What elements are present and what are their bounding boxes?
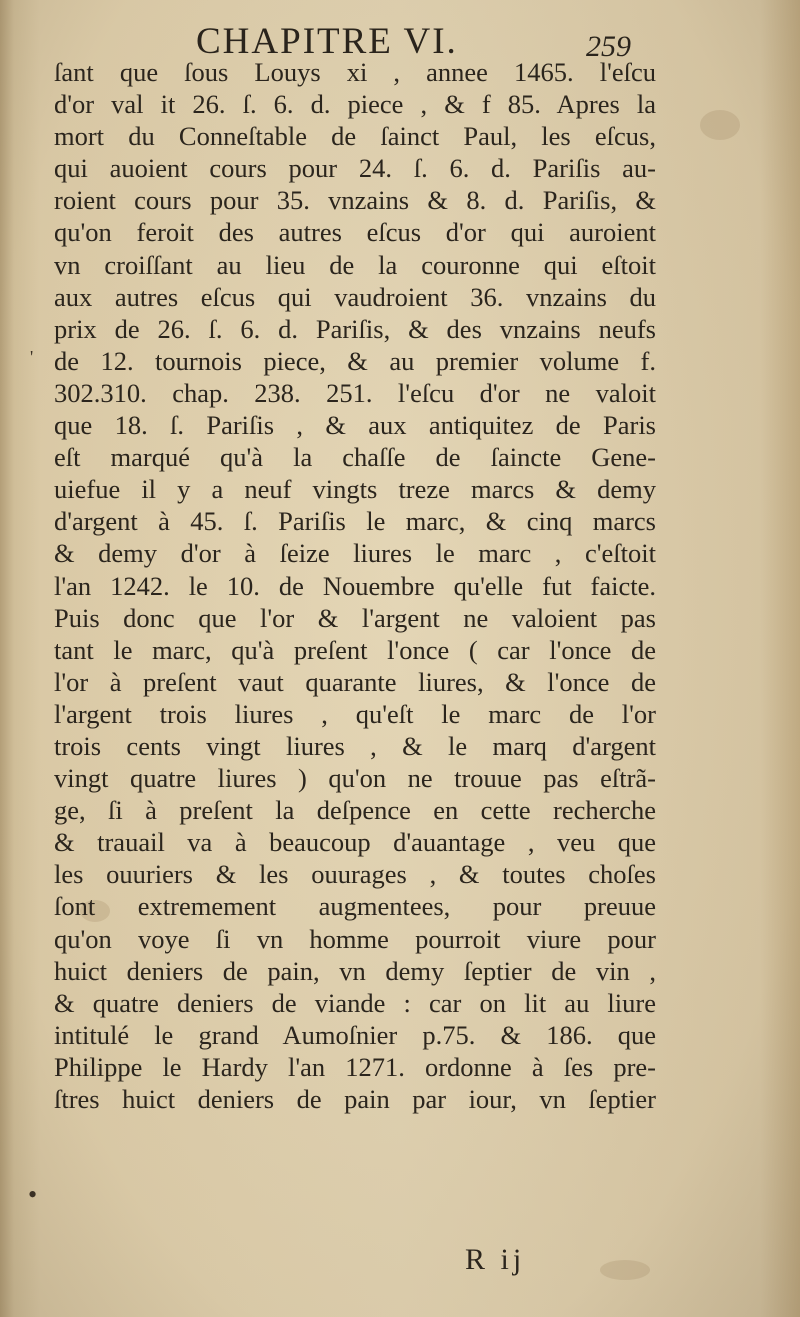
text-line: qui auoient cours pour 24. ſ. 6. d. Pariſis au-	[54, 153, 656, 184]
text-line: tant le marc, qu'à preſent l'once ( car l'once de	[54, 634, 656, 665]
running-head: CHAPITRE VI.	[196, 21, 458, 62]
text-line: l'argent trois liures , qu'eſt le marc de l'or	[54, 698, 656, 729]
text-line: 302.310. chap. 238. 251. l'eſcu d'or ne valoit	[54, 377, 656, 408]
body-text	[54, 56, 656, 1115]
text-line: & trauail va à beaucoup d'auantage , veu que	[54, 827, 656, 858]
text-line: mort du Conneſtable de ſainct Paul, les eſcus,	[54, 121, 656, 152]
text-line: uiefue il y a neuf vingts treze marcs & demy	[54, 474, 656, 505]
text-line: d'or val it 26. ſ. 6. d. piece , & f 85. Apres la	[54, 89, 656, 120]
page-number: 259	[586, 30, 631, 63]
text-line: d'argent à 45. ſ. Pariſis le marc, & cinq marcs	[54, 506, 656, 537]
text-line: les ouuriers & les ouurages , & toutes choſes	[54, 859, 656, 890]
text-line: & demy d'or à ſeize liures le marc , c'eſtoit	[54, 538, 656, 569]
text-line: de 12. tournois piece, & au premier volume f.	[54, 345, 656, 376]
margin-bullet: •	[28, 1180, 38, 1209]
text-line: aux autres eſcus qui vaudroient 36. vnzains du	[54, 281, 656, 312]
text-line: vn croiſſant au lieu de la couronne qui eſtoit	[54, 249, 656, 280]
text-line: Puis donc que l'or & l'argent ne valoient pas	[54, 602, 656, 633]
text-line: Philippe le Hardy l'an 1271. ordonne à ſes pre-	[54, 1051, 656, 1082]
text-line: prix de 26. ſ. 6. d. Pariſis, & des vnzains neufs	[54, 313, 656, 344]
text-line: qu'on feroit des autres eſcus d'or qui auroient	[54, 217, 656, 248]
text-line: trois cents vingt liures , & le marq d'argent	[54, 730, 656, 761]
text-line: roient cours pour 35. vnzains & 8. d. Pariſis, &	[54, 185, 656, 216]
margin-mark: '	[30, 347, 34, 367]
text-line: l'or à preſent vaut quarante liures, & l'once de	[54, 666, 656, 697]
text-line: intitulé le grand Aumoſnier p.75. & 186. que	[54, 1019, 656, 1050]
signature-mark: R ij	[465, 1243, 526, 1276]
text-line: eſt marqué qu'à la chaſſe de ſaincte Gene-	[54, 442, 656, 473]
text-line: ſont extremement augmentees, pour preuue	[54, 891, 656, 922]
text-line: l'an 1242. le 10. de Nouembre qu'elle fut faicte.	[54, 570, 656, 601]
text-line: ge, ſi à preſent la deſpence en cette recherche	[54, 795, 656, 826]
stain	[600, 1260, 650, 1280]
stain	[700, 110, 740, 140]
text-line: vingt quatre liures ) qu'on ne trouue pas eſtrã-	[54, 763, 656, 794]
text-line: ſant que ſous Louys xi , annee 1465. l'eſcu	[54, 57, 656, 87]
text-line: huict deniers de pain, vn demy ſeptier de vin ,	[54, 955, 656, 986]
text-line: qu'on voye ſi vn homme pourroit viure pour	[54, 923, 656, 954]
text-line: ſtres huict deniers de pain par iour, vn ſeptier	[54, 1084, 656, 1114]
text-line: que 18. ſ. Pariſis , & aux antiquitez de Paris	[54, 410, 656, 441]
text-line: & quatre deniers de viande : car on lit au liure	[54, 987, 656, 1018]
